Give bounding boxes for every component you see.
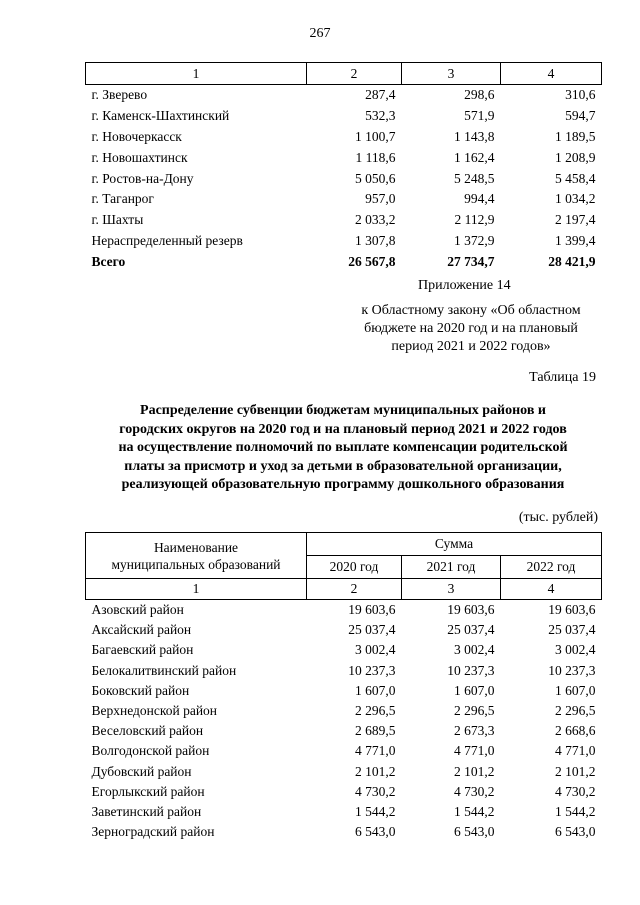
column-number-2: 2 xyxy=(307,63,402,85)
heading-line: реализующей образовательную программу дошкольного образования xyxy=(121,477,565,492)
row-value-2020: 1 607,0 xyxy=(355,682,396,698)
row-value-2021: 4 730,2 xyxy=(454,783,495,799)
table-row xyxy=(86,782,602,802)
row-value-2022: 310,6 xyxy=(565,87,596,103)
row-name: Боковский район xyxy=(91,682,190,698)
row-value-2021: 4 771,0 xyxy=(454,743,495,759)
total-label: Всего xyxy=(91,253,126,269)
appendix-title: Приложение 14 xyxy=(418,278,511,293)
row-value-2021: 1 143,8 xyxy=(454,128,495,144)
table-19-header-row-1 xyxy=(86,533,602,556)
row-name: г. Новошахтинск xyxy=(91,149,188,165)
row-value-2020: 10 237,3 xyxy=(348,662,396,678)
appendix-ref-line: бюджете на 2020 год и на плановый xyxy=(364,321,578,336)
row-name: г. Шахты xyxy=(91,212,144,228)
row-value-2021: 994,4 xyxy=(464,191,495,207)
continuation-table-body xyxy=(86,85,602,252)
row-value-2022: 3 002,4 xyxy=(555,642,596,658)
row-name: Верхнедонской район xyxy=(91,703,218,719)
table-row xyxy=(86,85,602,106)
row-value-2022: 10 237,3 xyxy=(548,662,596,678)
total-2020: 26 567,8 xyxy=(348,253,396,269)
table-row xyxy=(86,661,602,681)
row-value-2022: 1 189,5 xyxy=(555,128,596,144)
row-value-2021: 25 037,4 xyxy=(447,622,495,638)
row-value-2020: 6 543,0 xyxy=(355,824,396,840)
row-value-2021: 5 248,5 xyxy=(454,170,495,186)
column-header-name-line: муниципальных образований xyxy=(111,556,281,572)
column-number-4: 4 xyxy=(501,63,602,85)
table-row xyxy=(86,600,602,621)
row-value-2021: 19 603,6 xyxy=(447,602,495,618)
row-value-2022: 594,7 xyxy=(565,108,596,124)
row-value-2021: 10 237,3 xyxy=(447,662,495,678)
row-value-2022: 4 771,0 xyxy=(555,743,596,759)
table-row xyxy=(86,822,602,842)
row-name: г. Ростов-на-Дону xyxy=(91,170,194,186)
row-name: Багаевский район xyxy=(91,642,194,658)
row-value-2022: 1 208,9 xyxy=(555,149,596,165)
row-value-2020: 5 050,6 xyxy=(355,170,396,186)
row-name: г. Каменск-Шахтинский xyxy=(91,108,230,124)
column-header-name xyxy=(86,533,307,579)
table-row xyxy=(86,762,602,782)
row-name: Нераспределенный резерв xyxy=(91,232,243,248)
page-number: 267 xyxy=(309,26,331,41)
heading-line: платы за присмотр и уход за детьми в образовательной организации, xyxy=(124,458,562,474)
table-row xyxy=(86,721,602,741)
row-value-2020: 2 033,2 xyxy=(355,212,396,228)
row-value-2022: 1 399,4 xyxy=(555,232,596,248)
row-value-2022: 2 668,6 xyxy=(555,723,596,739)
table-row xyxy=(86,189,602,210)
row-name: Аксайский район xyxy=(91,622,192,638)
row-value-2022: 2 101,2 xyxy=(555,763,596,779)
heading-line: городских округов на 2020 год и на плановый период 2021 и 2022 годов xyxy=(119,421,567,437)
appendix-ref-line: к Областному закону «Об областном xyxy=(361,303,581,318)
row-value-2020: 287,4 xyxy=(365,87,396,103)
row-name: г. Зверево xyxy=(91,87,148,103)
table-row xyxy=(86,106,602,127)
table-row xyxy=(86,802,602,822)
row-value-2021: 1 162,4 xyxy=(454,149,495,165)
row-value-2022: 1 034,2 xyxy=(555,191,596,207)
row-value-2020: 957,0 xyxy=(365,191,396,207)
row-value-2022: 1 544,2 xyxy=(555,803,596,819)
row-name: г. Таганрог xyxy=(91,191,154,207)
table-row xyxy=(86,147,602,168)
row-name: Веселовский район xyxy=(91,723,204,739)
row-value-2022: 2 197,4 xyxy=(555,212,596,228)
table-19-body xyxy=(86,600,602,843)
row-value-2022: 5 458,4 xyxy=(555,170,596,186)
table-19-header-numbers xyxy=(86,579,602,600)
table-row xyxy=(86,127,602,148)
table-row xyxy=(86,640,602,660)
heading-line: Распределение субвенции бюджетам муниципальных районов и xyxy=(140,403,546,418)
row-name: г. Новочеркасск xyxy=(91,128,182,144)
row-value-2020: 4 730,2 xyxy=(355,783,396,799)
row-value-2021: 6 543,0 xyxy=(454,824,495,840)
row-value-2020: 19 603,6 xyxy=(348,602,396,618)
row-value-2021: 2 673,3 xyxy=(454,723,495,739)
row-value-2021: 1 607,0 xyxy=(454,682,495,698)
row-name: Зерноградский район xyxy=(91,824,215,840)
table-row xyxy=(86,741,602,761)
table-row xyxy=(86,620,602,640)
row-value-2020: 2 296,5 xyxy=(355,703,396,719)
total-2021: 27 734,7 xyxy=(447,253,495,269)
column-number-1: 1 xyxy=(86,63,307,85)
table-row xyxy=(86,168,602,189)
row-value-2020: 1 100,7 xyxy=(355,128,396,144)
table-19 xyxy=(85,532,602,842)
row-value-2022: 6 543,0 xyxy=(555,824,596,840)
heading-line: на осуществление полномочий по выплате компенсации родительской xyxy=(118,440,568,455)
column-number-3: 3 xyxy=(402,579,501,600)
appendix-reference xyxy=(340,302,602,356)
table-row xyxy=(86,701,602,721)
row-value-2022: 2 296,5 xyxy=(555,703,596,719)
row-value-2021: 571,9 xyxy=(464,108,495,124)
row-value-2020: 4 771,0 xyxy=(355,743,396,759)
table-row xyxy=(86,681,602,701)
row-value-2020: 3 002,4 xyxy=(355,642,396,658)
row-value-2020: 1 118,6 xyxy=(355,149,396,165)
row-value-2020: 2 689,5 xyxy=(355,723,396,739)
row-value-2020: 532,3 xyxy=(365,108,396,124)
row-value-2021: 2 101,2 xyxy=(454,763,495,779)
total-row xyxy=(86,251,602,272)
row-value-2022: 4 730,2 xyxy=(555,783,596,799)
column-number-4: 4 xyxy=(501,579,602,600)
continuation-table-header xyxy=(86,63,602,85)
row-value-2021: 2 112,9 xyxy=(454,212,495,228)
continuation-table xyxy=(85,62,602,272)
row-name: Волгодонской район xyxy=(91,743,210,759)
row-value-2020: 2 101,2 xyxy=(355,763,396,779)
table-row xyxy=(86,210,602,231)
row-value-2022: 1 607,0 xyxy=(555,682,596,698)
appendix-ref-line: период 2021 и 2022 годов» xyxy=(391,339,551,354)
row-name: Белокалитвинский район xyxy=(91,662,237,678)
row-name: Егорлыкский район xyxy=(91,783,205,799)
row-value-2022: 19 603,6 xyxy=(548,602,596,618)
row-name: Заветинский район xyxy=(91,803,202,819)
column-number-3: 3 xyxy=(402,63,501,85)
table-row xyxy=(86,231,602,252)
row-name: Дубовский район xyxy=(91,763,192,779)
column-header-name-line: Наименование xyxy=(153,539,239,555)
row-value-2021: 1 544,2 xyxy=(454,803,495,819)
row-value-2021: 3 002,4 xyxy=(454,642,495,658)
table-label: Таблица 19 xyxy=(529,370,596,385)
row-value-2021: 298,6 xyxy=(464,87,495,103)
units-label: (тыс. рублей) xyxy=(518,510,598,525)
row-name: Азовский район xyxy=(91,602,184,618)
row-value-2021: 2 296,5 xyxy=(454,703,495,719)
table-heading xyxy=(85,402,601,495)
column-header-2022: 2022 год xyxy=(501,556,602,579)
row-value-2020: 25 037,4 xyxy=(348,622,396,638)
row-value-2021: 1 372,9 xyxy=(454,232,495,248)
total-2022: 28 421,9 xyxy=(548,253,596,269)
row-value-2022: 25 037,4 xyxy=(548,622,596,638)
column-number-2: 2 xyxy=(307,579,402,600)
row-value-2020: 1 307,8 xyxy=(355,232,396,248)
column-header-2021: 2021 год xyxy=(402,556,501,579)
row-value-2020: 1 544,2 xyxy=(355,803,396,819)
column-header-2020: 2020 год xyxy=(307,556,402,579)
column-number-1: 1 xyxy=(86,579,307,600)
column-header-sum: Сумма xyxy=(307,533,602,556)
